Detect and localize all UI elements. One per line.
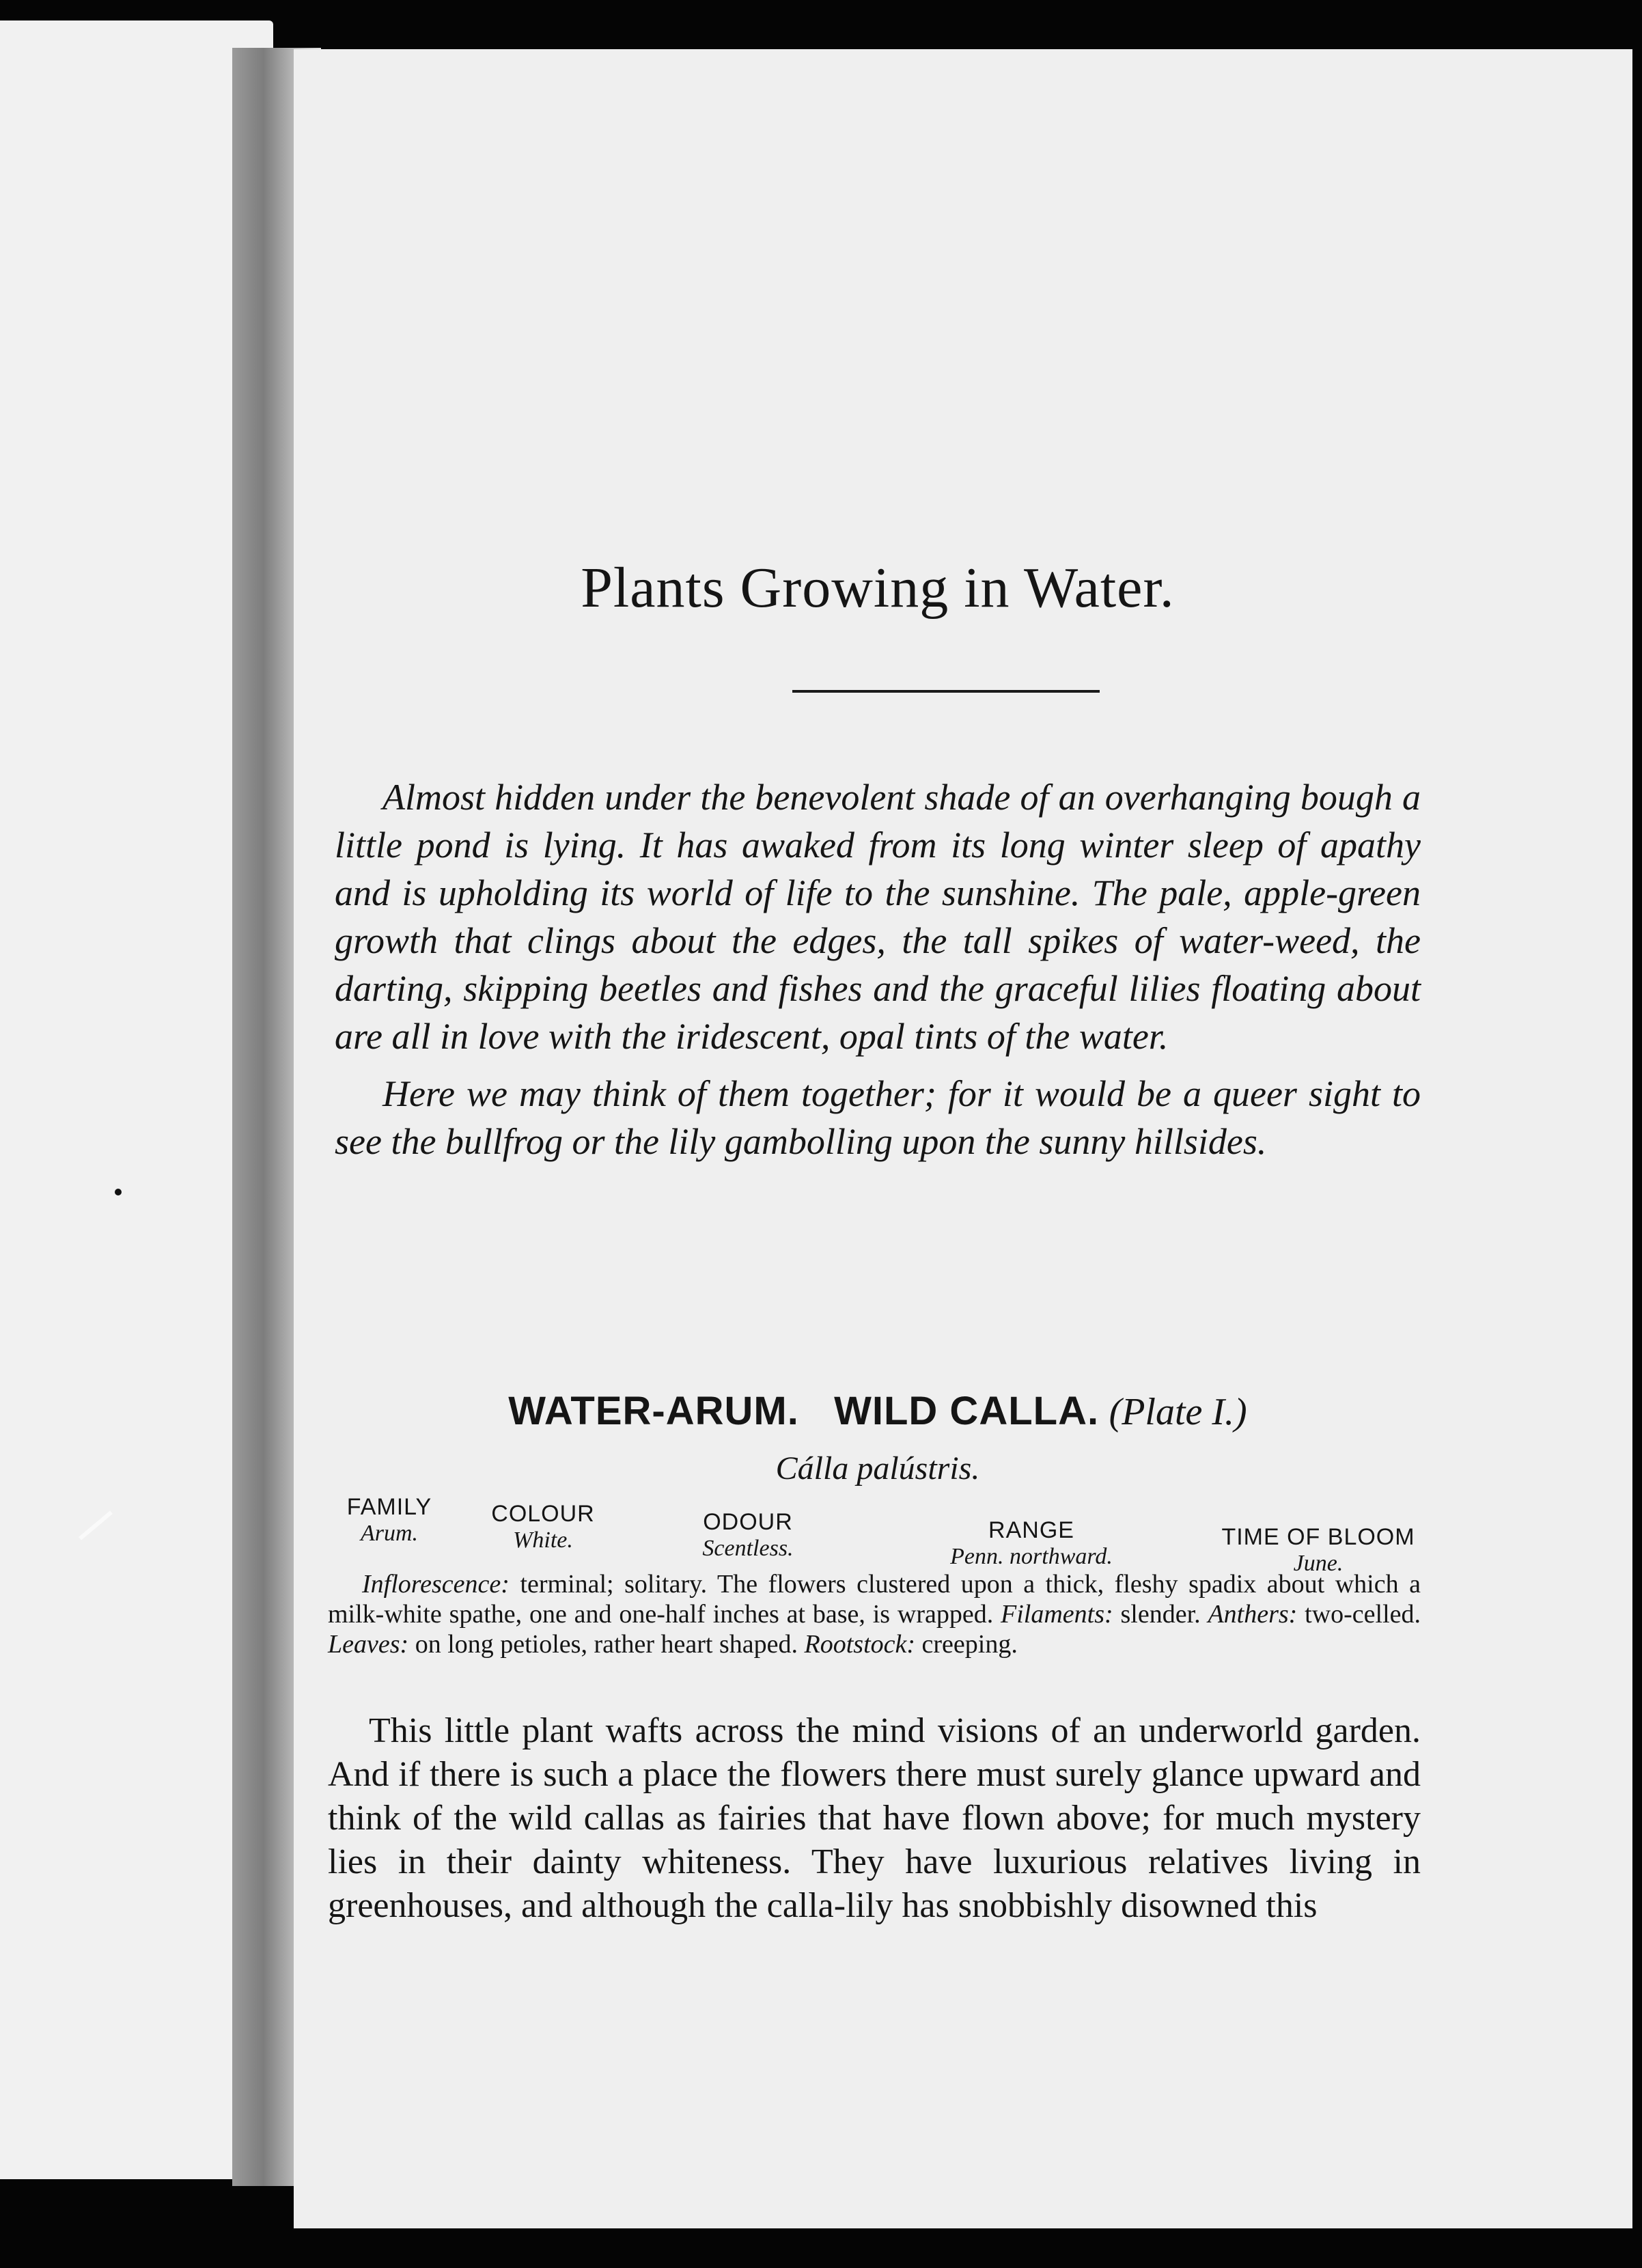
attribute-value: Penn. northward. <box>950 1544 1113 1569</box>
intro-paragraph-1: Almost hidden under the benevolent shade of an overhanging bough a little pond is lying. It has awaked from its long winter sleep of apathy and is upholding its world of life to the sunshine. The pale, apple-green growth that clings about the edges, the tall spikes of water-weed, the darting, skipping beetles and fishes and the graceful lilies floating about are all in love with the iridescent, opal tints of the water. <box>335 777 1421 1057</box>
rootstock-label: Rootstock: <box>804 1630 916 1659</box>
anthers-text: two-celled. <box>1297 1600 1421 1629</box>
page-speck <box>115 1189 122 1195</box>
attribute-label: FAMILY <box>346 1494 432 1520</box>
inflorescence-text: terminal; solitary. The flowers clustered upon a thick, fleshy spadix about which a milk-white spathe, one and one-half inches at base, is wrapped. <box>328 1570 1421 1629</box>
page-scratch <box>79 1510 113 1540</box>
attribute-value: Arum. <box>360 1521 419 1546</box>
filaments-text: slender. <box>1113 1600 1208 1629</box>
attribute-range <box>908 1517 1154 1570</box>
attribute-family <box>328 1494 451 1547</box>
attribute-value: Scentless. <box>702 1536 794 1561</box>
anthers-label: Anthers: <box>1208 1600 1298 1629</box>
leaves-text: on long petioles, rather heart shaped. <box>408 1630 805 1659</box>
section-title: Plants Growing in Water. <box>581 556 1175 620</box>
attribute-odour <box>669 1509 826 1562</box>
entry-name: WATER-ARUM. WILD CALLA. <box>508 1389 1100 1433</box>
plate-reference: (Plate I.) <box>1109 1391 1247 1433</box>
attribute-colour <box>471 1501 615 1553</box>
latin-name: Cálla palústris. <box>775 1450 980 1486</box>
botanical-details <box>328 1569 1421 1659</box>
attribute-label: RANGE <box>988 1517 1074 1543</box>
details-paragraph <box>328 1569 1421 1659</box>
intro-text <box>335 773 1421 1165</box>
title-rule <box>792 690 1100 693</box>
attribute-value: June. <box>1293 1551 1344 1576</box>
body-text <box>328 1709 1421 1928</box>
leaves-label: Leaves: <box>328 1630 409 1659</box>
attribute-label: ODOUR <box>703 1509 793 1535</box>
entry-heading <box>335 1388 1421 1434</box>
inflorescence-label: Inflorescence: <box>362 1570 510 1599</box>
attribute-value: White. <box>513 1527 573 1553</box>
rootstock-text: creeping. <box>915 1630 1018 1659</box>
filaments-label: Filaments: <box>1001 1600 1113 1629</box>
body-paragraph: This little plant wafts across the mind visions of an underworld garden. And if there is such a place the flowers there must surely glance upward and think of the wild callas as fairies that have flown above; for much mystery lies in their dainty whiteness. They have luxurious relatives living in greenhouses, and although the calla-lily has snobbishly disowned this <box>328 1711 1421 1925</box>
intro-paragraph-2: Here we may think of them together; for it would be a queer sight to see the bullfrog or the lily gambolling upon the sunny hillsides. <box>335 1073 1421 1162</box>
attribute-label: TIME OF BLOOM <box>1221 1524 1415 1550</box>
book-page <box>294 49 1632 2228</box>
attribute-label: COLOUR <box>491 1501 595 1527</box>
